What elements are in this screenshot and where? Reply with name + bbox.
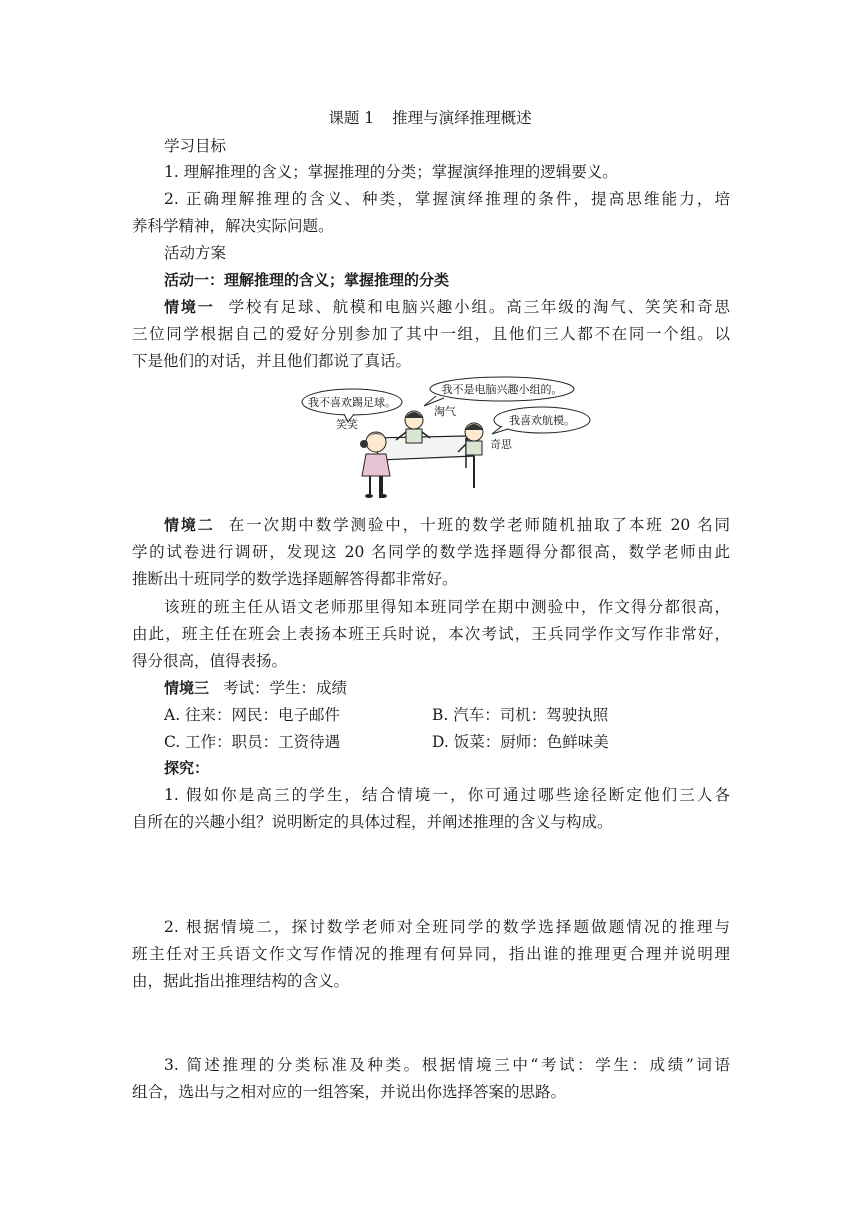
- scenario-1-line2: 三位同学根据自己的爱好分别参加了其中一组，且他们三人都不在同一个组。以: [132, 325, 730, 343]
- scenario-3-line: 情境三 考试：学生：成绩: [164, 679, 348, 697]
- scenario-2-label: 情境二: [164, 516, 215, 534]
- speech-bubble-qisi: [492, 407, 590, 434]
- name-xiaoxiao: 笑笑: [336, 418, 358, 431]
- scenario-2-line2: 学的试卷进行调研，发现这 20 名同学的数学选择题得分都很高，数学老师由此: [132, 543, 730, 561]
- activity-1-heading: 活动一：理解推理的含义；掌握推理的分类: [164, 271, 450, 289]
- option-b: B. 汽车：司机：驾驶执照: [432, 706, 609, 724]
- scenario-2-para2-line2: 由此，班主任在班会上表扬本班王兵时说，本次考试，王兵同学作文写作非常好，: [132, 625, 730, 643]
- scenario-2-line1: 情境二 在一次期中数学测验中，十班的数学老师随机抽取了本班 20 名同: [164, 516, 730, 534]
- lesson-number: 课题 1: [328, 109, 375, 127]
- question-2-line1: 2. 根据情境二，探讨数学老师对全班同学的数学选择题做题情况的推理与: [164, 918, 730, 936]
- objectives-heading: 学习目标: [164, 137, 227, 155]
- scenario-3-label: 情境三: [164, 679, 210, 697]
- bubble-text-taoqi: 我不是电脑兴趣小组的。: [441, 383, 563, 396]
- speech-bubble-taoqi: [424, 377, 574, 406]
- objective-2-line2: 养科学精神，解决实际问题。: [132, 217, 334, 235]
- page-title: [0, 108, 860, 128]
- bubble-text-xiaoxiao: 我不喜欢踢足球。: [308, 396, 396, 409]
- question-1-line1: 1. 假如你是高三的学生，结合情境一，你可通过哪些途径断定他们三人各: [164, 786, 730, 804]
- objective-2-line1: 2. 正确理解推理的含义、种类，掌握演绎推理的条件，提高思维能力，培: [164, 190, 730, 208]
- question-1-line2: 自所在的兴趣小组？说明断定的具体过程，并阐述推理的含义与构成。: [132, 813, 613, 831]
- scenario-1-line1: 情境一 学校有足球、航模和电脑兴趣小组。高三年级的淘气、笑笑和奇思: [164, 298, 730, 316]
- scenario-2-line3: 推断出十班同学的数学选择题解答得都非常好。: [132, 570, 458, 588]
- scenario-2-para2-line3: 得分很高，值得表扬。: [132, 652, 288, 670]
- question-2-line3: 由，据此指出推理结构的含义。: [132, 972, 350, 990]
- option-c: C. 工作：职员：工资待遇: [164, 733, 341, 751]
- question-2-line2: 班主任对王兵语文作文写作情况的推理有何异同，指出谁的推理更合理并说明理: [132, 945, 730, 963]
- name-qisi: 奇思: [490, 438, 512, 451]
- question-3-line2: 组合，选出与之相对应的一组答案，并说出你选择答案的思路。: [132, 1083, 567, 1101]
- scenario-1-label: 情境一: [164, 298, 215, 316]
- plan-heading: 活动方案: [164, 244, 227, 262]
- scenario-1-line3: 下是他们的对话，并且他们都说了真话。: [132, 352, 412, 370]
- objective-1: 1. 理解推理的含义；掌握推理的分类；掌握演绎推理的逻辑要义。: [164, 163, 618, 181]
- illustration: [296, 376, 596, 504]
- scenario-2-para2-line1: 该班的班主任从语文老师那里得知本班同学在期中测验中，作文得分都很高，: [164, 598, 730, 616]
- name-taoqi: 淘气: [434, 405, 456, 418]
- bubble-text-qisi: 我喜欢航模。: [509, 414, 575, 427]
- option-a: A. 往来：网民：电子邮件: [164, 706, 341, 724]
- explore-heading: 探究：: [164, 759, 210, 777]
- option-d: D. 饭菜：厨师：色鲜味美: [432, 733, 609, 751]
- figure-xiaoxiao: [360, 432, 390, 498]
- question-3-line1: 3. 简述推理的分类标准及种类。根据情境三中“考试：学生：成绩”词语: [164, 1056, 730, 1074]
- lesson-title: 推理与演绎推理概述: [392, 109, 532, 127]
